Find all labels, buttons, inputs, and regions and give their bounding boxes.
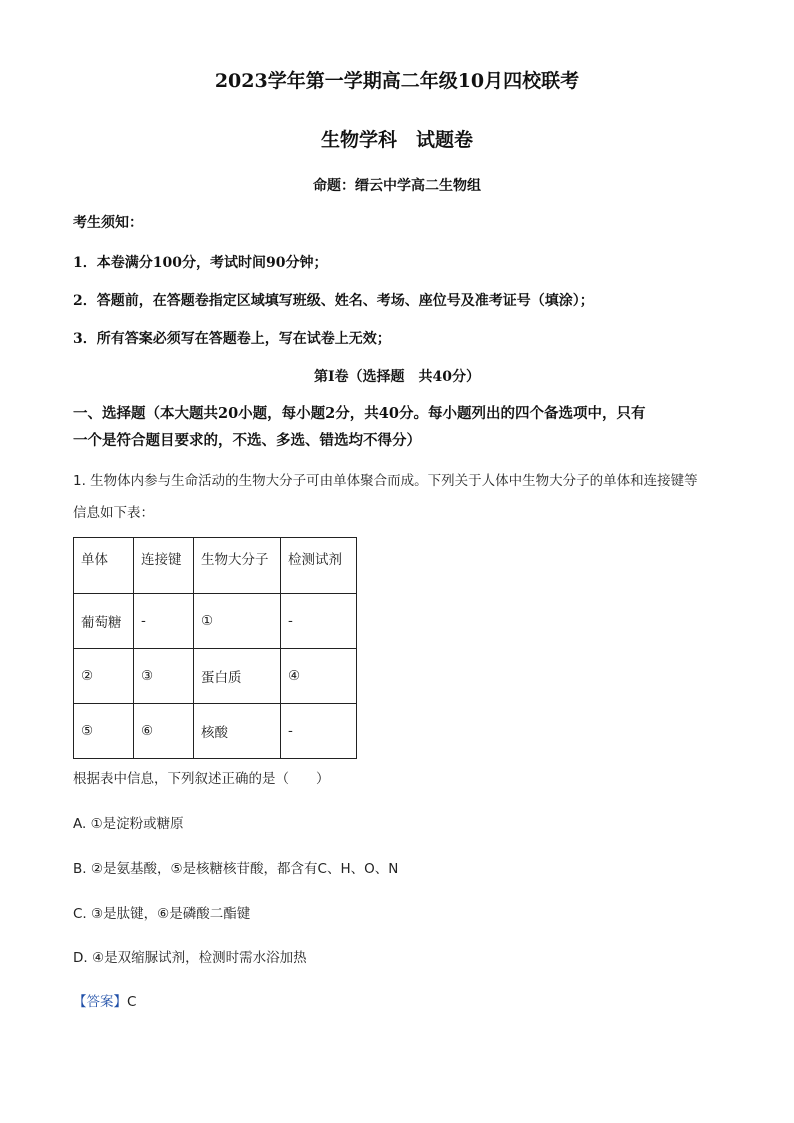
table-header-cell: 生物大分子 xyxy=(194,538,281,594)
table-cell: ③ xyxy=(134,649,194,704)
table-cell: - xyxy=(281,704,357,759)
question-prompt: 根据表中信息，下列叙述正确的是（ ） xyxy=(73,771,330,787)
question-stem-line-1: 1. 生物体内参与生命活动的生物大分子可由单体聚合而成。下列关于人体中生物大分子的单体和连接键等 xyxy=(73,473,698,489)
answer-line xyxy=(73,990,136,1010)
option-a: A. ①是淀粉或糖原 xyxy=(73,816,184,832)
option-c: C. ③是肽键，⑥是磷酸二酯键 xyxy=(73,906,251,922)
answer-value: C xyxy=(127,994,137,1010)
table-header-cell: 检测试剂 xyxy=(281,538,357,594)
table-header-cell: 连接键 xyxy=(134,538,194,594)
part-instruction-line-2: 一个是符合题目要求的，不选、多选、错选均不得分） xyxy=(73,432,421,449)
table-cell: 葡萄糖 xyxy=(74,594,134,649)
question-stem-line-2: 信息如下表： xyxy=(73,505,154,521)
instruction-item-3: 3．所有答案必须写在答题卷上，写在试卷上无效； xyxy=(73,331,391,347)
exam-subtitle: 生物学科 试题卷 xyxy=(320,129,473,151)
table-cell: ① xyxy=(194,594,281,649)
table-cell: 核酸 xyxy=(194,704,281,759)
exam-title: 2023学年第一学期高二年级10月四校联考 xyxy=(214,70,580,92)
option-b: B. ②是氨基酸，⑤是核糖核苷酸，都含有C、H、O、N xyxy=(73,861,399,877)
table-cell: ④ xyxy=(281,649,357,704)
table-row xyxy=(74,649,357,704)
table-header-cell: 单体 xyxy=(74,538,134,594)
answer-label: 【答案】 xyxy=(73,994,127,1010)
monomer-table xyxy=(73,537,357,759)
instruction-item-2: 2．答题前，在答题卷指定区域填写班级、姓名、考场、座位号及准考证号（填涂）； xyxy=(73,293,594,309)
option-d: D. ④是双缩脲试剂，检测时需水浴加热 xyxy=(73,950,307,966)
instruction-item-1: 1．本卷满分100分，考试时间90分钟； xyxy=(73,255,328,271)
section-title: 第Ⅰ卷（选择题 共40分） xyxy=(313,369,481,385)
table-cell: - xyxy=(134,594,194,649)
table-cell: 蛋白质 xyxy=(194,649,281,704)
table-cell: ⑥ xyxy=(134,704,194,759)
instructions-heading: 考生须知： xyxy=(73,215,143,231)
table-row xyxy=(74,594,357,649)
table-cell: ⑤ xyxy=(74,704,134,759)
exam-author: 命题：缙云中学高二生物组 xyxy=(313,178,481,194)
table-header-row xyxy=(74,538,357,594)
table-cell: ② xyxy=(74,649,134,704)
part-instruction-line-1: 一、选择题（本大题共20小题，每小题2分，共40分。每小题列出的四个备选项中，只有 xyxy=(73,405,646,422)
table-row xyxy=(74,704,357,759)
table-cell: - xyxy=(281,594,357,649)
